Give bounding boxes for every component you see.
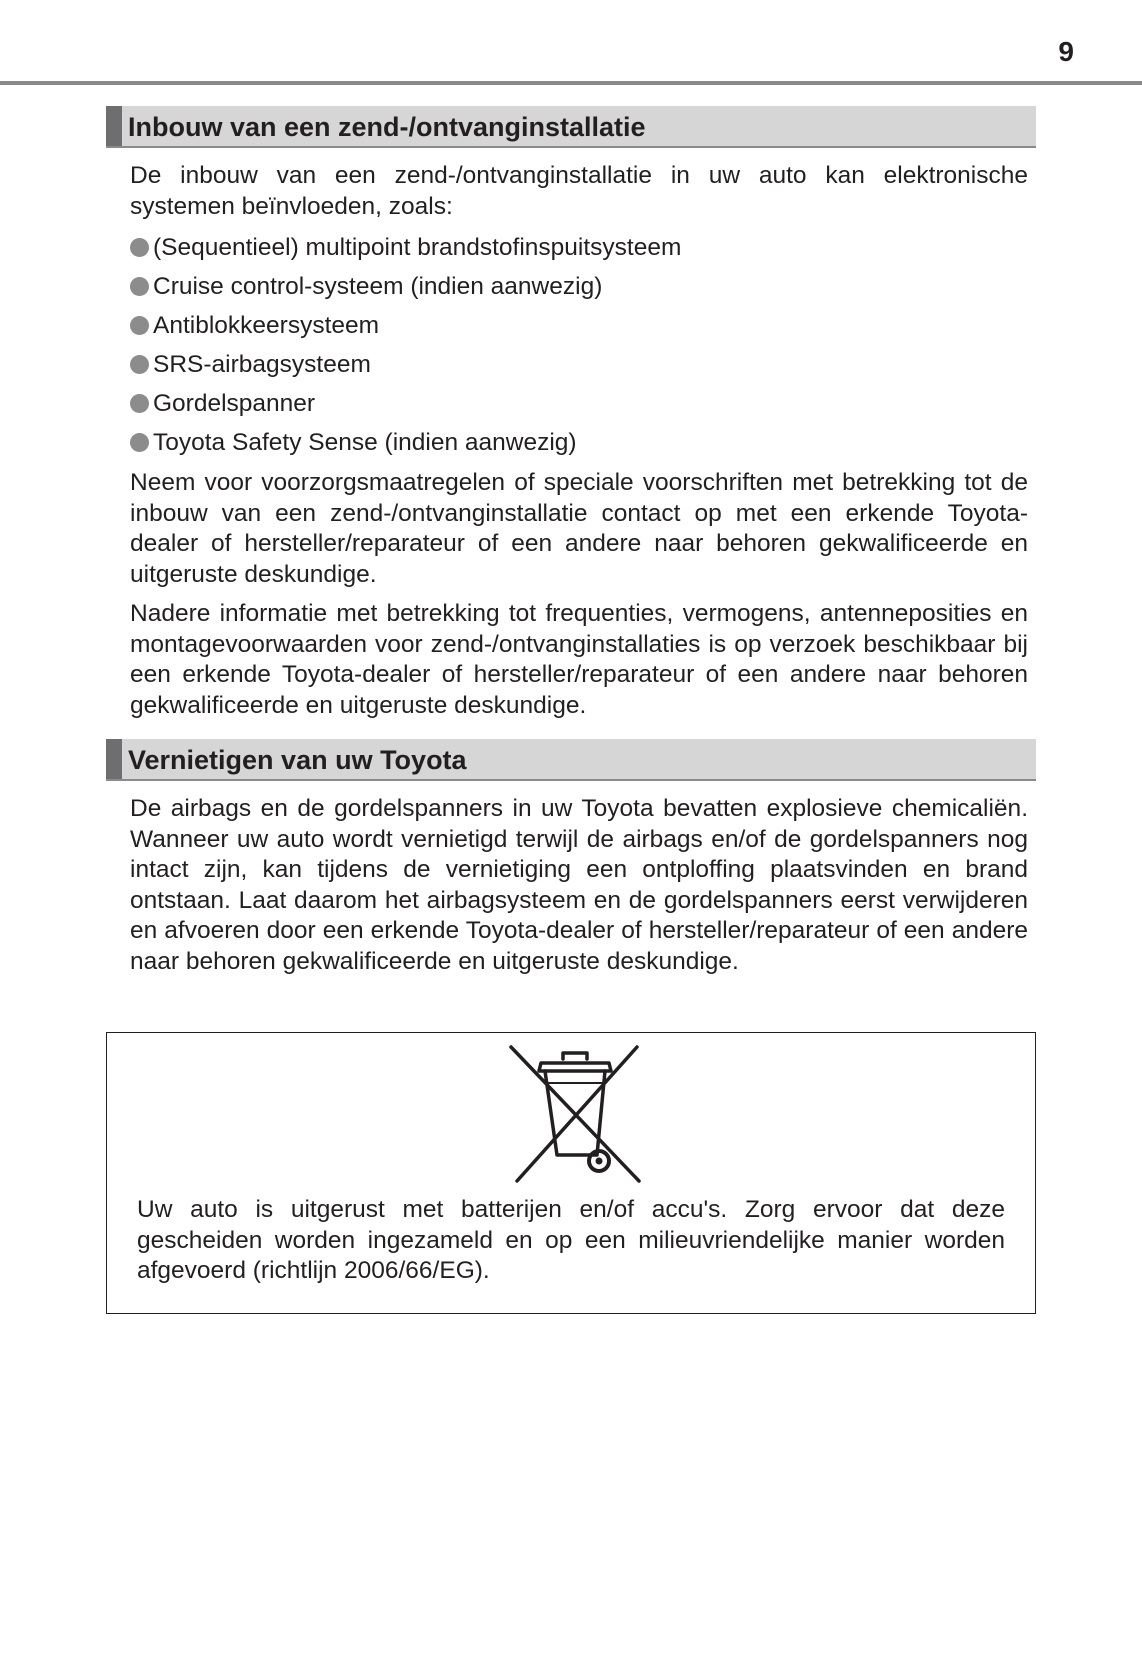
intro-paragraph: De inbouw van een zend-/ontvanginstallatie in uw auto kan elektronische systemen beïnvloeden, zoals: [130,162,1028,220]
section-body-radio-installation [130,161,1028,721]
body-paragraph: Nadere informatie met betrekking tot frequenties, vermogens, antenneposities en montagevoorwaarden voor zend-/ontvanginstallaties is op verzoek beschikbaar bij een erkende Toyota-dealer of hersteller/reparateur of een andere naar behoren gekwalificeerde en uitgeruste deskundige. [130,600,1028,719]
list-item [130,267,1028,306]
list-item [130,423,1028,462]
page-number: 9 [1058,36,1074,67]
list-item-label: Cruise control-systeem (indien aanwezig) [153,273,603,300]
notice-text: Uw auto is uitgerust met batterijen en/of accu's. Zorg ervoor dat deze gescheiden worden ingezameld en op een milieuvriendelijke manier worden afgevoerd (richtlijn 2006/66/EG). [137,1196,1005,1284]
bullet-icon [130,238,149,257]
section-body-disposal [130,794,1028,977]
bullet-icon [130,355,149,374]
bullet-icon [130,316,149,335]
bullet-icon [130,394,149,413]
bullet-icon [130,433,149,452]
heading-accent-bar [106,739,122,779]
list-item [130,228,1028,267]
body-paragraph: Neem voor voorzorgsmaatregelen of speciale voorschriften met betrekking tot de inbouw van een zend-/ontvanginstallatie contact op met een erkende Toyota-dealer of hersteller/reparateur of een andere naar behoren gekwalificeerde en uitgeruste deskundige. [130,469,1028,588]
list-item [130,384,1028,423]
list-item-label: Antiblokkeersysteem [153,312,380,339]
heading-accent-bar [106,106,122,146]
section-heading-disposal [106,739,1036,781]
list-item-label: Toyota Safety Sense (indien aanwezig) [153,429,577,456]
section-heading-radio-installation [106,106,1036,148]
list-item-label: Gordelspanner [153,390,316,417]
affected-systems-list [130,228,1028,462]
list-item-label: SRS-airbagsysteem [153,351,371,378]
body-paragraph: De airbags en de gordelspanners in uw Toyota bevatten explosieve chemicaliën. Wanneer uw auto wordt vernietigd terwijl de airbags en/of de gordelspanners nog intact zijn, kan tijdens de vernietiging een ontploffing plaatsvinden en brand ontstaan. Laat daarom het airbagsysteem en de gordelspanners eerst verwijderen en afvoeren door een erkende Toyota-dealer of hersteller/reparateur of een andere naar behoren gekwalificeerde en uitgeruste deskundige. [130,795,1028,975]
bullet-icon [130,277,149,296]
list-item [130,306,1028,345]
list-item-label: (Sequentieel) multipoint brandstofinspuitsysteem [153,234,682,261]
section-title: Vernietigen van uw Toyota [128,745,467,775]
section-title: Inbouw van een zend-/ontvanginstallatie [128,112,646,142]
battery-disposal-notice [106,1032,1036,1314]
list-item [130,345,1028,384]
crossed-out-wheeled-bin-icon [505,1041,645,1183]
top-rule [0,81,1142,85]
